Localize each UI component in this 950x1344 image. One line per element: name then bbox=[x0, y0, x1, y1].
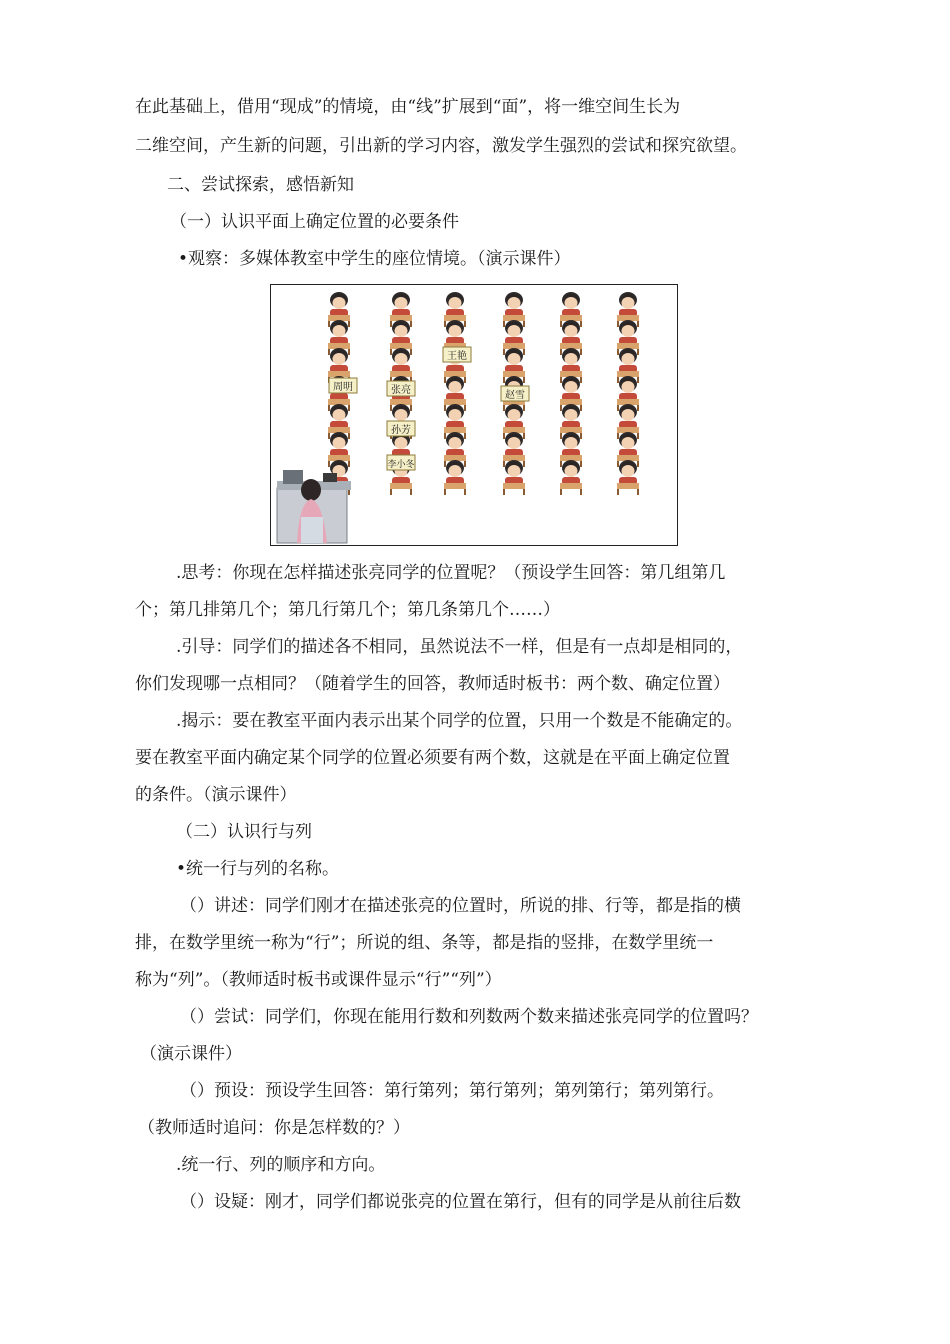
paragraph-line: .思考：你现在怎样描述张亮同学的位置呢？（预设学生回答：第几组第几 bbox=[176, 563, 726, 583]
subsection-heading: （二）认识行与列 bbox=[176, 822, 312, 842]
paragraph-line: •统一行与列的名称。 bbox=[176, 859, 340, 879]
paragraph-line: （演示课件） bbox=[140, 1044, 242, 1064]
paragraph-line: （）讲述：同学们刚才在描述张亮的位置时，所说的排、行等，都是指的横 bbox=[180, 896, 741, 916]
section-heading: 二、尝试探索，感悟新知 bbox=[167, 175, 354, 195]
name-tag: 孙芳 bbox=[391, 425, 411, 436]
paragraph-line: .引导：同学们的描述各不相同，虽然说法不一样，但是有一点却是相同的， bbox=[176, 637, 743, 657]
paragraph-line: 你们发现哪一点相同？（随着学生的回答，教师适时板书：两个数、确定位置） bbox=[135, 674, 730, 694]
paragraph-line: 的条件。（演示课件） bbox=[135, 785, 297, 805]
paragraph-line: .揭示：要在教室平面内表示出某个同学的位置，只用一个数是不能确定的。 bbox=[176, 711, 743, 731]
paragraph-line: 个；第几排第几个；第几行第几个；第几条第几个……） bbox=[135, 600, 560, 620]
paragraph-line: 排，在数学里统一称为“行”；所说的组、条等，都是指的竖排，在数学里统一 bbox=[135, 933, 714, 953]
paragraph-line: 在此基础上，借用“现成”的情境，由“线”扩展到“面”，将一维空间生长为 bbox=[135, 97, 681, 117]
paragraph-line: •观察：多媒体教室中学生的座位情境。（演示课件） bbox=[178, 249, 571, 269]
paragraph-line: （教师适时追问：你是怎样数的？） bbox=[138, 1118, 410, 1138]
classroom-illustration bbox=[271, 285, 676, 544]
name-tags bbox=[329, 347, 529, 470]
paragraph-line: （）尝试：同学们，你现在能用行数和列数两个数来描述张亮同学的位置吗？ bbox=[180, 1007, 758, 1027]
paragraph-line: 要在教室平面内确定某个同学的位置必须要有两个数，这就是在平面上确定位置 bbox=[135, 748, 730, 768]
paragraph-line: 称为“列”。（教师适时板书或课件显示“行”“列”） bbox=[135, 970, 502, 990]
classroom-seating-figure bbox=[270, 284, 678, 546]
paragraph-line: （）预设：预设学生回答：第行第列；第行第列；第列第行；第列第行。 bbox=[180, 1081, 724, 1101]
name-tag: 王艳 bbox=[447, 351, 467, 362]
name-tag: 周明 bbox=[333, 382, 353, 393]
paragraph-line: （）设疑：刚才，同学们都说张亮的位置在第行，但有的同学是从前往后数 bbox=[180, 1192, 741, 1212]
paragraph-line: 二维空间，产生新的问题，引出新的学习内容，激发学生强烈的尝试和探究欲望。 bbox=[135, 136, 747, 156]
name-tag: 赵雪 bbox=[505, 390, 525, 401]
name-tag: 张亮 bbox=[391, 385, 411, 396]
subsection-heading: （一）认识平面上确定位置的必要条件 bbox=[170, 212, 459, 232]
paragraph-line: .统一行、列的顺序和方向。 bbox=[176, 1155, 386, 1175]
name-tag: 李小冬 bbox=[387, 460, 415, 470]
student-seats bbox=[328, 292, 639, 495]
